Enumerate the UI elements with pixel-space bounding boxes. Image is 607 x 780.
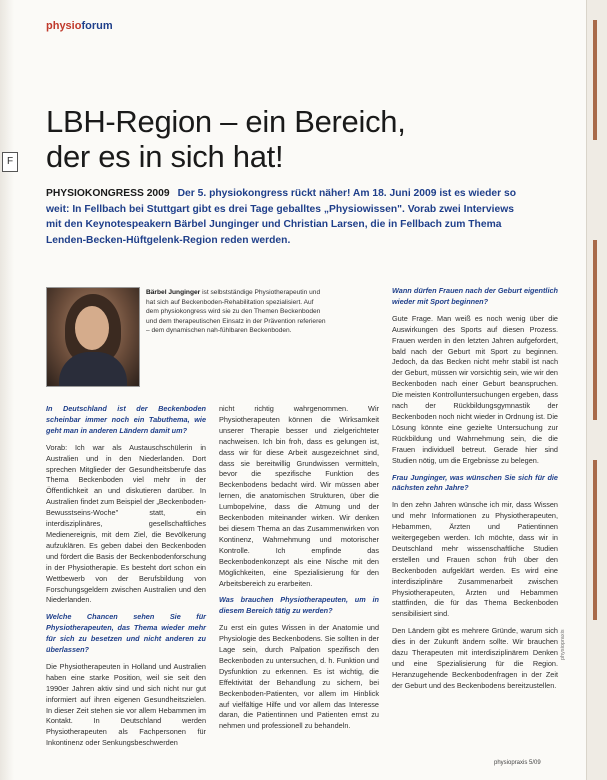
vertical-text: physiopraxis [560,629,566,660]
page-footer: physiopraxis 5/09 [494,760,541,766]
brand-part2: forum [81,20,113,32]
article-lead [46,186,516,248]
caption-name: Bärbel Junginger [146,289,201,296]
portrait-body [59,352,127,386]
photo-caption [146,288,326,336]
spine-stripe [593,460,597,620]
body-paragraph: Zu erst ein gutes Wissen in der Anatomie und Physiologie des Beckenbodens. Sie sollten in der Lage sein, durch Palpation spezifisch den Beckenboden zu untersuchen, d. h. Funktion und Dysfunktion zu erkennen. Es ist wichtig, die Effektivität der Behandlung zu sichern, bei Beckenboden-Patienten, vor allem im Hinblick auf vielfältige Hilfe und vor allem das Interesse daran, die Patientinnen und Patienten ernst zu nehmen und professionell zu behandeln. [219,623,379,731]
interview-question: Welche Chancen sehen Sie für Physiotherapeuten, das Thema wieder mehr für sich zu besetzen und nicht anderen zu überlassen? [46,612,206,655]
body-paragraph: Den Ländern gibt es mehrere Gründe, warum sich dies in der Zukunft ändern sollte. Wir brauchen dazu Therapeuten mit interdisziplinärem Denken und eine Spezialisierung für die Region. Heranzugehende Beckenbodenfragen in der Zeit der Geburt und des Beckenbodens bereitzustellen. [392,626,558,690]
spine-stripe [593,240,597,420]
interview-question: Was brauchen Physiotherapeuten, um in diesem Bereich tätig zu werden? [219,595,379,616]
body-paragraph: Vorab: Ich war als Austauschschülerin in Australien und in den Niederlanden. Dort sprechen Mitglieder der Gesundheitsberufe das Thema Beckenboden viel mehr in der Öffentlichkeit an und diskutieren darüber. In Australien findet zum Beispiel der „Beckenboden-Bewusstseins-Woche" statt, ein interdisziplinäres, gesellschaftliches Medienereignis, mit dem Ziel, die Bevölkerung aufzuklären. Es geben dabei den Beckenboden und fördert die Basis der Beckenbodenforschung in der Physiotherapie. Es besteht dort schon ein Wettbewerb von der Berufsbildung von Forschungsgeldern zwischen Australien und den Niederlanden. [46,442,206,605]
interview-question: Wann dürfen Frauen nach der Geburt eigentlich wieder mit Sport beginnen? [392,286,558,306]
text-column-1 [46,404,206,755]
lead-kicker: PHYSIOKONGRESS 2009 [46,188,170,199]
lead-text: Der 5. physiokongress rückt näher! Am 18. Juni 2009 ist es wieder so weit: In Fellbach bei Stuttgart gibt es drei Tage geballtes „Physiowissen". Vorab zwei Interviews mit den Keynotespeakern Bärbel Junginger und Christian Larsen, die in Fellbach zum Thema Lenden-Becken-Hüftgelenk-Region reden werden. [46,188,517,246]
title-line2: der es in sich hat! [46,139,284,174]
text-column-2 [219,404,379,738]
brand-logo [46,20,113,32]
article-title [46,104,466,174]
body-paragraph: Gute Frage. Man weiß es noch wenig über die Auswirkungen des Sports auf diesen Prozess. Frauen werden in den letzten Jahren aufgefordert, bald nach der Geburt mit Sport zu beginnen. Jedoch, da das Becken nicht mehr stabil ist nach der Geburt, müssen wir vorsichtig sein, wie wir den Beckenboden nach einer Geburt beanspruchen. Die meisten Kontrolluntersuchungen ergeben, dass nach der Rückbildungsgymnastik der Beckenboden noch nicht wieder in Ordnung ist. Die Lösung könnte eine gezielte Untersuchung zur Rückbildung und Wahrnehmung sein, die die Frauen individuell betreut. Gerade hier sind Studien nötig, um die Ergebnisse zu belegen. [392,313,558,465]
portrait-photo [46,287,140,387]
portrait-face [75,306,109,350]
page-gutter [0,0,14,780]
body-paragraph: In den zehn Jahren wünsche ich mir, dass Wissen und mehr Informationen zu Physiotherapeuten, Hebammen, Ärzten und Patientinnen weitergegeben werden. Ich möchte, dass wir in Deutschland mehr wissenschaftliche Studien erstellen und Frauen schon früh über den Beckenboden aufgeklärt werden. Es wird eine interdisziplinäre Zusammenarbeit zwischen Physiotherapeuten, Ärzten und Hebammen stattfinden, die für das Thema Beckenboden sensibilisiert sind. [392,500,558,619]
text-column-3 [392,286,558,698]
interview-question: Frau Junginger, was wünschen Sie sich für die nächsten zehn Jahre? [392,472,558,493]
body-paragraph: nicht richtig wahrgenommen. Wir Physiotherapeuten können die Wirksamkeit unserer Therapie besser und zielgerichteter nachweisen. Ich bin froh, dass es gelungen ist, dass wir für diese Arbeit ausgezeichnet sind, dass sie bereitwillig Grundwissen vermitteln, bevor die spezifische Funktion des Beckenbodens bedacht wird. Wir müssen aber lernen, die anatomischen Strukturen, über die Lumbopelvine, dass die Atmung und der Beckenboden miteinander wirken. Wir denken bei diesem Thema an das Zusammenwirken von Kontinenz, Wahrnehmung und motorischer Kontrolle. Ich empfinde das Beckenbodenkonzept als eine Nische mit den Möglichkeiten, eine Spezialisierung für den Arbeitsbereich zu erarbeiten. [219,404,379,588]
body-paragraph: Die Physiotherapeuten in Holland und Australien haben eine starke Position, weil sie seit den 1990er Jahren aktiv sind und sich nicht nur gut informiert auf ihren eigenen Gesundheitszielen. In dieser Zeit stehen sie vor allem Hebammen im Kontakt. In Deutschland werden Physiotherapeuten als Fachpersonen für Inkontinenz oder Senkungsbeschwerden [46,661,206,748]
title-line1: LBH-Region – ein Bereich, [46,104,406,139]
section-marker: F [2,152,18,172]
interview-question: In Deutschland ist der Beckenboden scheinbar immer noch ein Tabuthema, wie geht man in anderen Ländern damit um? [46,404,206,435]
spine-stripe [593,20,597,140]
caption-text: ist selbstständige Physiotherapeutin und hat sich auf Beckenboden-Rehabilitation spezialisiert. Auf dem physiokongress wird sie zu den Themen Beckenboden und dem therapeutischen Einsatz in der Prävention referieren – dem dynamischen nah-fühlbaren Beckenboden. [146,289,326,335]
brand-part1: physio [46,20,82,32]
